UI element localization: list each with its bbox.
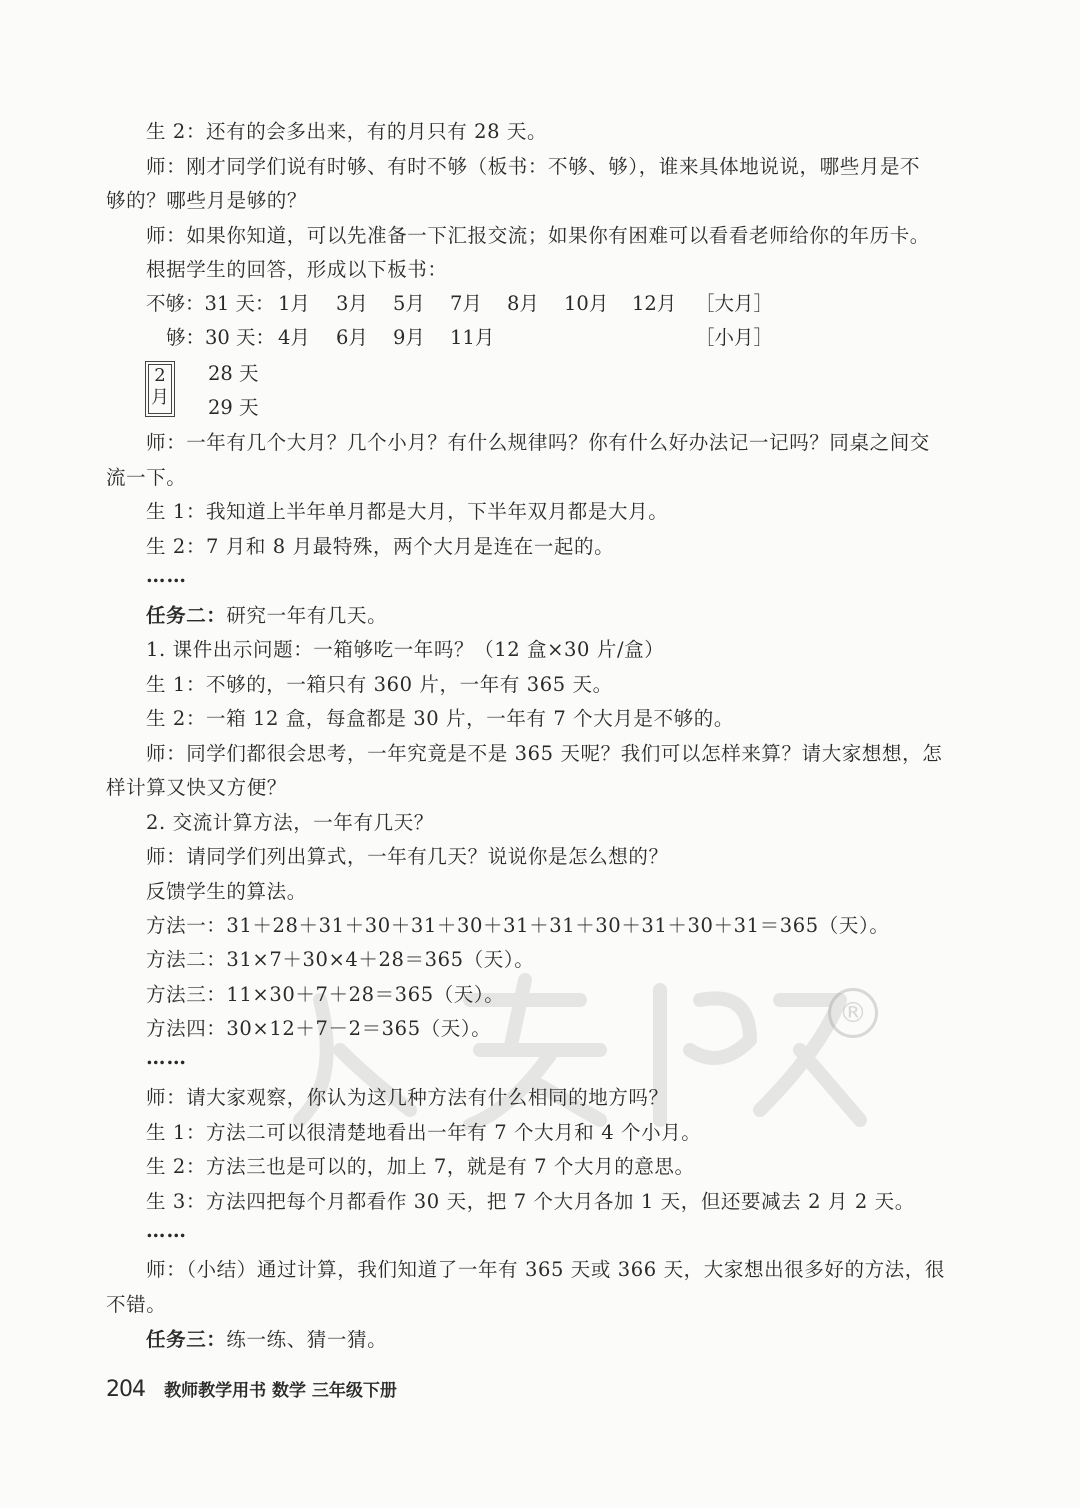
board-tag-big-month: ［大月］ xyxy=(695,292,774,315)
task-two-title: 任务二： xyxy=(146,604,227,627)
task-two-text: 研究一年有几天。 xyxy=(226,604,388,627)
february-box-char: 月 xyxy=(151,387,169,408)
task-three-heading xyxy=(146,1326,387,1354)
february-29-days: 29 天 xyxy=(208,396,259,419)
february-box-number: 2 xyxy=(154,365,166,386)
dialog-line: 反馈学生的算法。 xyxy=(146,880,307,903)
dialog-line: 够的？哪些月是够的？ xyxy=(106,189,308,212)
registered-mark: ® xyxy=(828,988,878,1038)
dialog-line: 生 1：方法二可以很清楚地看出一年有 7 个大月和 4 个小月。 xyxy=(146,1121,702,1144)
board-month: 1月 xyxy=(278,292,310,315)
dialog-line: 师：同学们都很会思考，一年究竟是不是 365 天呢？我们可以怎样来算？请大家想想，怎 xyxy=(146,742,943,765)
task-two-heading xyxy=(146,602,387,630)
ellipsis: …… xyxy=(146,1219,187,1242)
ellipsis: …… xyxy=(146,564,187,587)
board-month: 5月 xyxy=(393,292,425,315)
dialog-line: 流一下。 xyxy=(106,466,187,489)
method-four: 方法四：30×12＋7－2＝365（天）。 xyxy=(146,1017,492,1040)
ellipsis: …… xyxy=(146,1046,187,1069)
task-three-title: 任务三： xyxy=(146,1328,227,1351)
dialog-line: 生 2：还有的会多出来，有的月只有 28 天。 xyxy=(146,120,548,143)
dialog-line: 生 2：一箱 12 盒，每盒都是 30 片，一年有 7 个大月是不够的。 xyxy=(146,707,734,730)
board-month: 12月 xyxy=(632,292,677,315)
dialog-line: 师：刚才同学们说有时够、有时不够（板书：不够、够），谁来具体地说说，哪些月是不 xyxy=(146,155,921,178)
dialog-line: 师：（小结）通过计算，我们知道了一年有 365 天或 366 天，大家想出很多好的方法，很 xyxy=(146,1258,945,1281)
february-box xyxy=(148,364,172,414)
dialog-line: 师：一年有几个大月？几个小月？有什么规律吗？你有什么好办法记一记吗？同桌之间交 xyxy=(146,431,930,454)
method-two: 方法二：31×7＋30×4＋28＝365（天）。 xyxy=(146,948,535,971)
dialog-line: 根据学生的回答，形成以下板书： xyxy=(146,258,448,281)
dialog-line: 生 1：我知道上半年单月都是大月，下半年双月都是大月。 xyxy=(146,500,669,523)
dialog-line: 生 1：不够的，一箱只有 360 片，一年有 365 天。 xyxy=(146,673,613,696)
board-tag-small-month: ［小月］ xyxy=(695,326,774,349)
book-title: 教师教学用书 数学 三年级下册 xyxy=(164,1381,397,1401)
dialog-line: 生 2：方法三也是可以的，加上 7，就是有 7 个大月的意思。 xyxy=(146,1155,695,1178)
board-month: 9月 xyxy=(393,326,425,349)
page-number: 204 xyxy=(106,1377,145,1402)
dialog-line: 1. 课件出示问题：一箱够吃一年吗？（12 盒×30 片/盒） xyxy=(146,638,665,661)
dialog-line: 生 2：7 月和 8 月最特殊，两个大月是连在一起的。 xyxy=(146,535,615,558)
dialog-line: 样计算又快又方便？ xyxy=(106,776,287,799)
board-month: 10月 xyxy=(564,292,609,315)
method-three: 方法三：11×30＋7＋28＝365（天）。 xyxy=(146,983,505,1006)
dialog-line: 师：请同学们列出算式，一年有几天？说说你是怎么想的？ xyxy=(146,845,669,868)
dialog-line: 生 3：方法四把每个月都看作 30 天，把 7 个大月各加 1 天，但还要减去 2 月 2 天。 xyxy=(146,1190,915,1213)
dialog-line: 师：如果你知道，可以先准备一下汇报交流；如果你有困难可以看看老师给你的年历卡。 xyxy=(146,224,930,247)
board-row1-label: 不够：31 天： xyxy=(146,292,275,315)
board-month: 4月 xyxy=(278,326,310,349)
board-month: 7月 xyxy=(450,292,482,315)
february-28-days: 28 天 xyxy=(208,362,259,385)
dialog-line: 不错。 xyxy=(106,1293,167,1316)
board-month: 11月 xyxy=(450,326,495,349)
dialog-line: 2. 交流计算方法，一年有几天？ xyxy=(146,811,434,834)
page-footer xyxy=(106,1376,397,1402)
task-three-text: 练一练、猜一猜。 xyxy=(226,1328,388,1351)
board-month: 6月 xyxy=(336,326,368,349)
method-one: 方法一：31＋28＋31＋30＋31＋30＋31＋31＋30＋31＋30＋31＝365（天）。 xyxy=(146,914,890,937)
board-row2-label: 够：30 天： xyxy=(166,326,276,349)
board-month: 3月 xyxy=(336,292,368,315)
board-month: 8月 xyxy=(507,292,539,315)
dialog-line: 师：请大家观察，你认为这几种方法有什么相同的地方吗？ xyxy=(146,1086,669,1109)
